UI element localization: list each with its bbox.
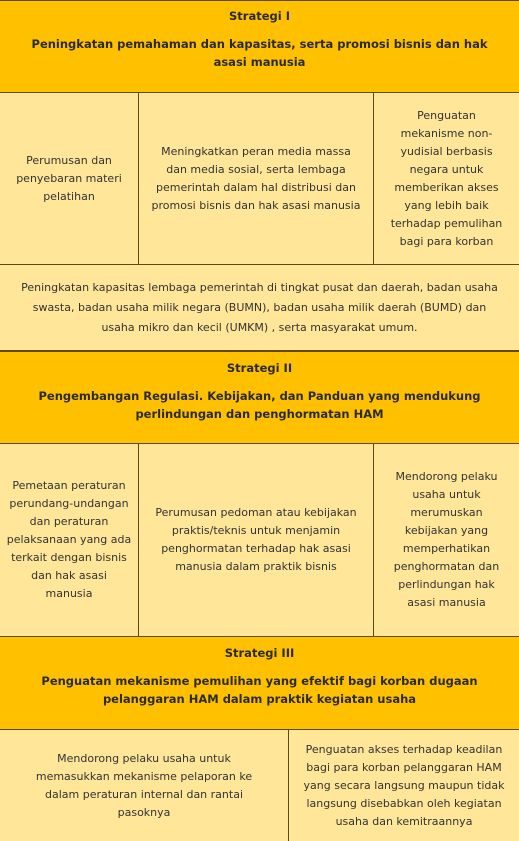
strategy-2-cell-3: Mendorong pelaku usaha untuk merumuskan kebijakan yang memperhatikan penghormatan dan perlindungan hak asasi manusia [373, 444, 519, 636]
strategy-1-row [0, 93, 519, 264]
strategy-2-cell-2: Perumusan pedoman atau kebijakan praktis/teknis untuk menjamin penghormatan terhadap hak asasi manusia dalam praktik bisnis [138, 444, 373, 636]
strategy-2-label: Strategi II [226, 361, 293, 375]
strategy-2-row [0, 444, 519, 636]
strategy-1-label: Strategi I [229, 9, 290, 23]
strategy-2-header [0, 351, 519, 444]
strategy-1-title: Peningkatan pemahaman dan kapasitas, serta promosi bisnis dan hak asasi manusia [31, 37, 488, 69]
strategy-3-cell-2: Penguatan akses terhadap keadilan bagi para korban pelanggaran HAM yang secara langsung maupun tidak langsung disebabkan oleh kegiatan usaha dan kemitraannya [288, 730, 519, 841]
strategy-1-cell-1: Perumusan dan penyebaran materi pelatihan [16, 153, 122, 203]
strategy-3-label: Strategi III [224, 646, 295, 660]
strategy-3-title: Penguatan mekanisme pemulihan yang efektif bagi korban dugaan pelanggaran HAM dalam praktik kegiatan usaha [41, 674, 478, 706]
strategy-1-cell-3: Penguatan mekanisme non-yudisial berbasis negara untuk memberikan akses yang lebih baik terhadap pemulihan bagi para korban [373, 93, 519, 264]
strategy-1-wide-cell: Peningkatan kapasitas lembaga pemerintah di tingkat pusat dan daerah, badan usaha swasta, badan usaha milik negara (BUMN), badan usaha milik daerah (BUMD) dan usaha mikro dan kecil (UMKM) , serta masyarakat umum. [0, 264, 519, 351]
strategy-3-header [0, 636, 519, 730]
strategy-3-cell-1: Mendorong pelaku usaha untuk memasukkan mekanisme pelaporan ke dalam peraturan internal dan rantai pasoknya [35, 751, 253, 819]
strategy-1-cell-2: Meningkatkan peran media massa dan media sosial, serta lembaga pemerintah dalam hal distribusi dan promosi bisnis dan hak asasi manusia [138, 93, 373, 264]
strategy-1-header [0, 0, 519, 93]
strategy-3-row [0, 730, 519, 841]
strategy-2-title: Pengembangan Regulasi. Kebijakan, dan Panduan yang mendukung perlindungan dan penghormatan HAM [38, 389, 481, 421]
strategy-2-cell-1: Pemetaan peraturan perundang-undangan dan peraturan pelaksanaan yang ada terkait dengan bisnis dan hak asasi manusia [6, 479, 132, 600]
